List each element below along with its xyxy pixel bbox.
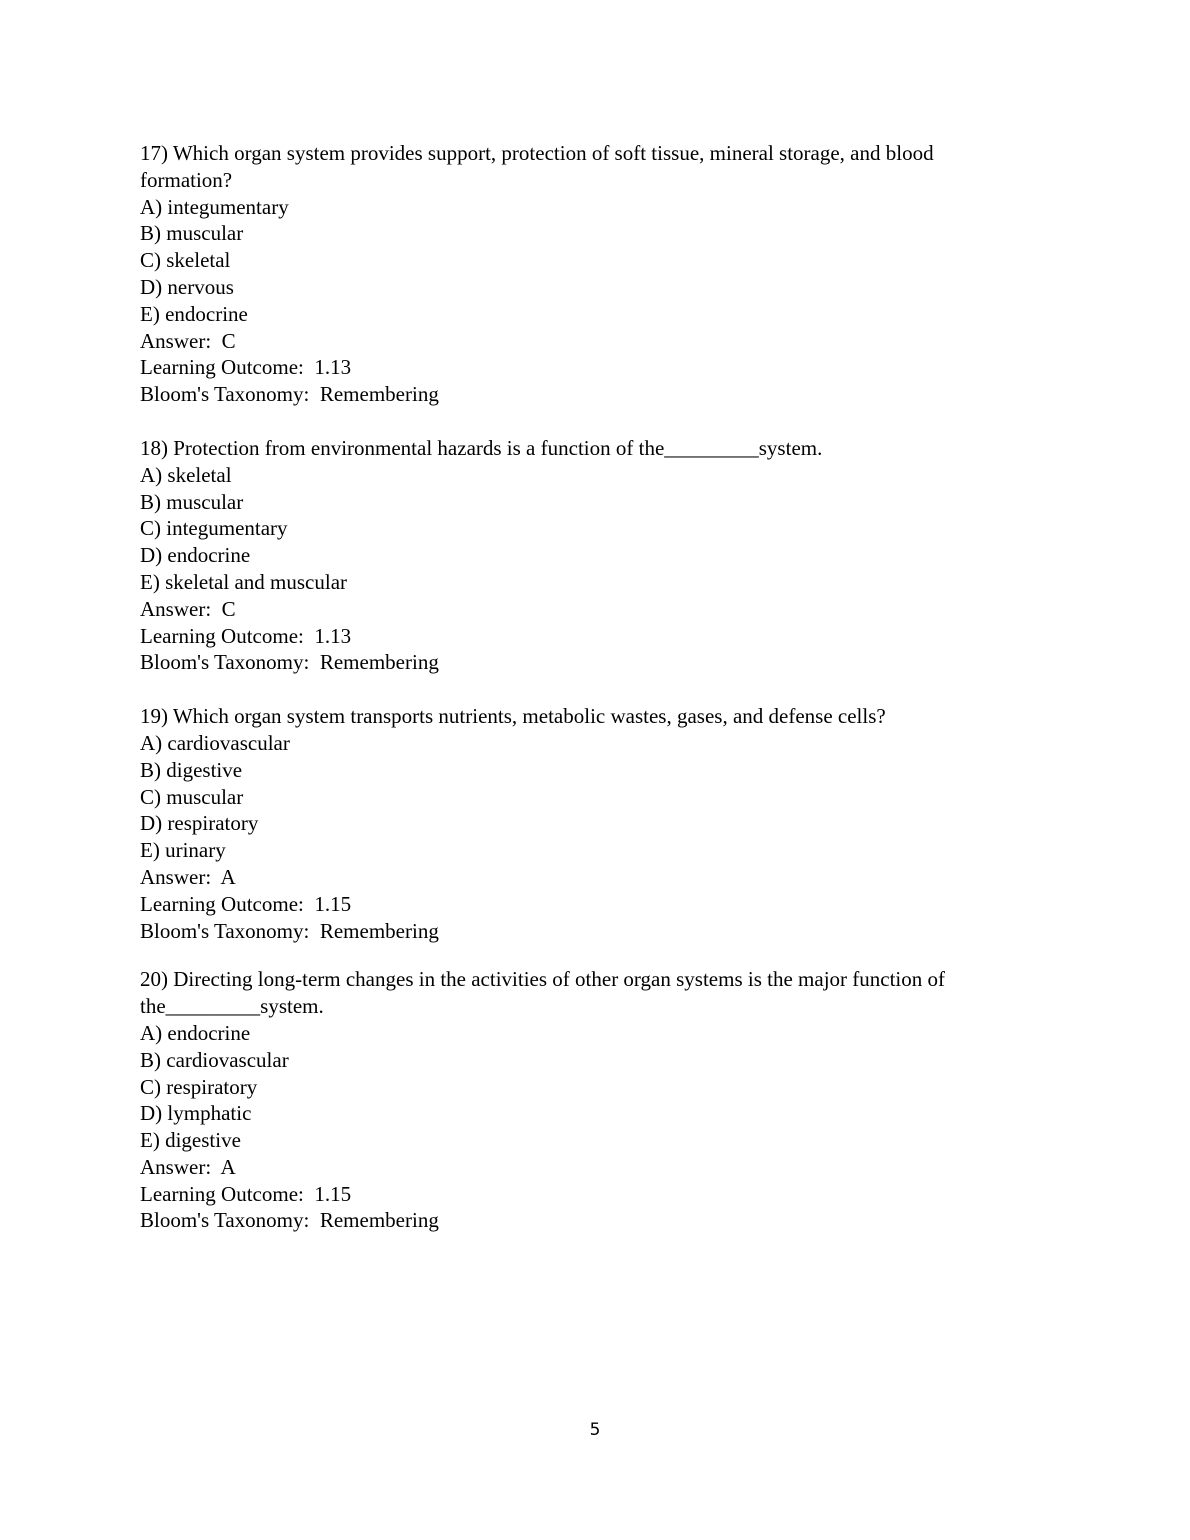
question-stem-line: formation? [140,167,233,192]
option-c: C) integumentary [140,516,288,541]
option-d: D) respiratory [140,811,259,836]
option-e: E) endocrine [140,301,248,326]
option-c: C) skeletal [140,248,231,273]
learning-outcome: Learning Outcome: 1.15 [140,891,352,916]
answer: Answer: A [140,864,236,889]
option-d: D) nervous [140,274,234,299]
option-b: B) muscular [140,489,244,514]
question-19 [140,703,1050,944]
blooms-taxonomy: Bloom's Taxonomy: Remembering [140,650,439,675]
option-d: D) lymphatic [140,1101,252,1126]
question-stem-line: 19) Which organ system transports nutrients, metabolic wastes, gases, and defense cells? [140,704,886,729]
question-18 [140,435,1050,676]
blooms-taxonomy: Bloom's Taxonomy: Remembering [140,918,439,943]
learning-outcome: Learning Outcome: 1.13 [140,355,352,380]
document-page [140,140,1050,1234]
option-a: A) skeletal [140,462,232,487]
question-stem-line: 17) Which organ system provides support, protection of soft tissue, mineral storage, and blood [140,141,934,165]
answer: Answer: C [140,328,236,353]
blooms-taxonomy: Bloom's Taxonomy: Remembering [140,1208,439,1233]
option-c: C) muscular [140,784,244,809]
learning-outcome: Learning Outcome: 1.13 [140,623,352,648]
answer: Answer: A [140,1154,236,1179]
question-20 [140,966,1050,1234]
option-a: A) endocrine [140,1020,251,1045]
option-e: E) digestive [140,1128,241,1153]
option-a: A) integumentary [140,194,289,219]
question-stem-line: 20) Directing long-term changes in the activities of other organ systems is the major function of [140,967,945,992]
option-a: A) cardiovascular [140,730,290,755]
page-number: 5 [589,1420,601,1440]
option-c: C) respiratory [140,1074,258,1099]
answer: Answer: C [140,596,236,621]
option-d: D) endocrine [140,543,251,568]
option-b: B) muscular [140,221,244,246]
option-b: B) cardiovascular [140,1047,289,1072]
question-17 [140,140,1050,408]
question-stem-line: 18) Protection from environmental hazards is a function of the_________system. [140,435,823,460]
question-stem-line: the_________system. [140,994,324,1019]
blooms-taxonomy: Bloom's Taxonomy: Remembering [140,382,439,407]
option-e: E) skeletal and muscular [140,569,348,594]
option-e: E) urinary [140,838,226,863]
learning-outcome: Learning Outcome: 1.15 [140,1181,352,1206]
option-b: B) digestive [140,757,243,782]
